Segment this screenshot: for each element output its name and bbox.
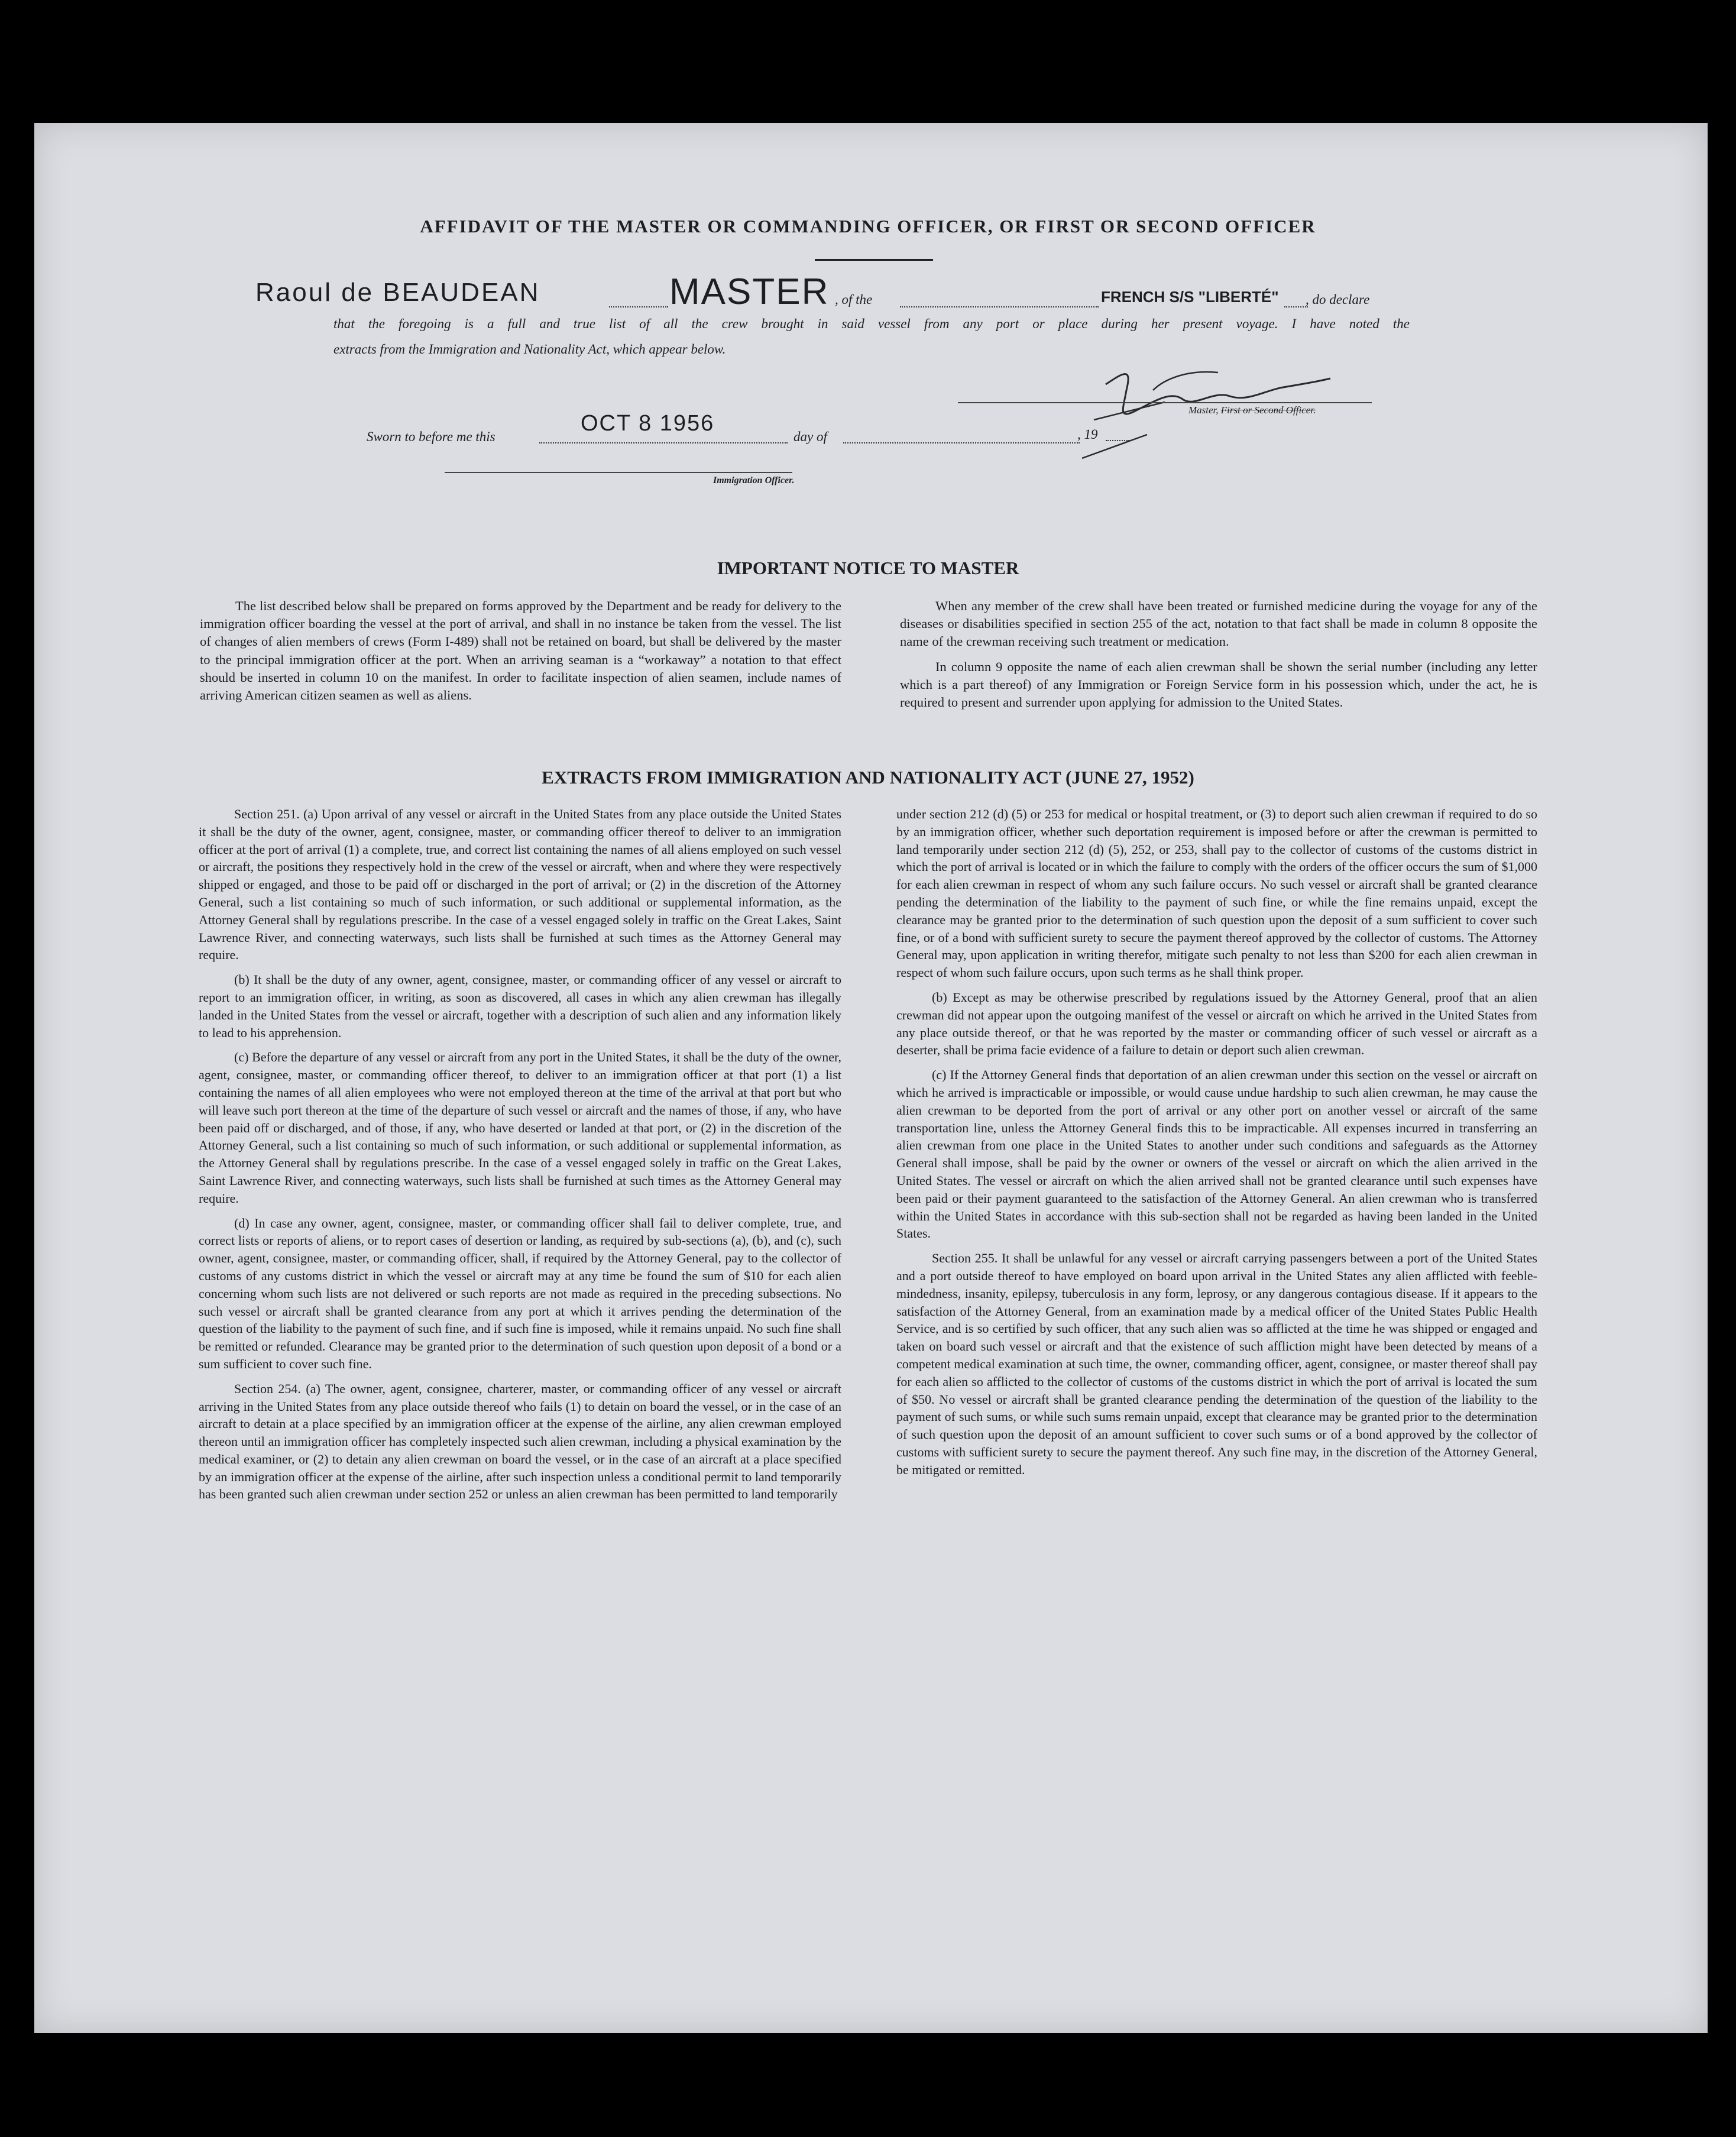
section-251-a: Section 251. (a) Upon arrival of any vessel or aircraft in the United States from any place outside the United States it shall be the duty of the owner, agent, consignee, master, or commanding officer thereof to deliver to an immigration officer at the port of arrival (1) a complete, true, and correct list containing the names of all aliens employed on such vessel or aircraft, the positions they respectively hold in the crew of the vessel or aircraft, when and where they were respectively shipped or engaged, and those to be paid off or discharged in the port of arrival; or (2) in the discretion of the Attorney General, such a list containing so much of such information, or such additional or supplemental information, as the Attorney General shall by regulations prescribe. In the case of a vessel engaged solely in traffic on the Great Lakes, Saint Lawrence River, and connecting waterways, such lists shall be furnished at such times as the Attorney General may require.	[199, 807, 841, 963]
notice-left-column	[200, 597, 841, 711]
section-251-d: (d) In case any owner, agent, consignee, master, or commanding officer shall fail to deliver complete, true, and correct lists or reports of aliens, or to report cases of desertion or landing, as required by sub-sections (a), (b), and (c), such owner, agent, consignee, master, or commanding officer, shall, if required by the Attorney General, pay to the collector of customs of any customs district in which the vessel or aircraft may at any time be found the sum of $10 for each alien concerning whom such lists are not delivered or such reports are not made as required in the preceding subsections. No such vessel or aircraft shall be granted clearance from any port at which it arrives pending the determination of the question of the liability to the payment of such fine, and if such fine is imposed, while it remains unpaid. No such fine shall be remitted or refunded. Clearance may be granted prior to the determination of such question upon deposit of a bond or a sum sufficient to cover such fine.	[199, 1215, 841, 1371]
section-254-c: (c) If the Attorney General finds that deportation of an alien crewman under this section on the vessel or aircraft on which he arrived is impracticable or impossible, or would cause undue hardship to such alien crewman, he may cause the alien crewman to be deported from the port of arrival or any other port on another vessel or aircraft of the same transportation line, unless the Attorney General finds this to be impracticable. All expenses incurred in transferring an alien crewman from one place in the United States to another under such conditions and safeguards as the Attorney General shall impose, shall be paid by the owner or owners of the vessel or aircraft on which the alien arrived in the United States. The vessel or aircraft on which the alien arrived shall not be granted clearance until such expenses have been paid or their payment guaranteed to the satisfaction of the Attorney General. An alien crewman who is transferred within the United States in accordance with this sub-section shall not be regarded as having been landed in the United States.	[896, 1067, 1537, 1241]
affidavit-title: AFFIDAVIT OF THE MASTER OR COMMANDING OFFICER, OR FIRST OR SECOND OFFICER	[420, 216, 1316, 237]
notice-left-paragraph: The list described below shall be prepared on forms approved by the Department and be ready for delivery to the immigration officer boarding the vessel at the port of arrival, and shall in no instance be taken from the vessel. The list of changes of alien members of crews (Form I-489) shall not be retained on board, but shall be delivered by the master to the principal immigration officer at the port. When an arriving seaman is a “workaway” a notation to that effect should be inserted in column 10 on the manifest. In order to facilitate inspection of alien seamen, include names of arriving American citizen seamen as well as aliens.	[200, 598, 841, 703]
month-line	[843, 442, 1080, 443]
vessel-line-tail	[1284, 306, 1308, 307]
section-255: Section 255. It shall be unlawful for any vessel or aircraft carrying passengers between a port of the United States and a port outside thereof to have employed on board upon arrival in the United States any alien afflicted with feeble-mindedness, insanity, epilepsy, tuberculosis in any form, leprosy, or any dangerous contagious disease. If it appears to the satisfaction of the Attorney General, from an examination made by a medical officer of the United States Public Health Service, and is so certified by such officer, that any such alien was so afflicted at the time he was shipped or engaged and taken on board such vessel or aircraft and that the existence of such affliction might have been detected by means of a competent medical examination at such time, the owner, commanding officer, agent, consignee, or master thereof shall pay for each alien so afflicted to the collector of customs of the customs district in which the port of arrival is located the sum of $50. No vessel or aircraft shall be granted clearance pending the determination of the question of the liability to the payment of such sums, or while such sums remain unpaid, except that clearance may be granted prior to the determination of such question upon the deposit of an amount sufficient to cover such sums or of a bond approved by the collector of customs with sufficient surety to secure the payment thereof. Any such fine may, in the discretion of the Attorney General, be mitigated or remitted.	[896, 1251, 1537, 1477]
of-the-text: , of the	[835, 292, 873, 307]
rank-label: MASTER	[669, 271, 830, 312]
notice-title: IMPORTANT NOTICE TO MASTER	[717, 558, 1019, 578]
notice-right-paragraph-2: In column 9 opposite the name of each alien crewman shall be shown the serial number (including any letter which is a part thereof) of any Immigration or Foreign Service form in his possession which, under the act, he is required to present and surrender upon applying for admission to the United States.	[900, 659, 1537, 710]
section-254-a-continued: under section 212 (d) (5) or 253 for medical or hospital treatment, or (3) to deport such alien crewman if required to do so by an immigration officer, whether such deportation requirement is imposed before or after the crewman is permitted to land temporarily under section 212 (d) (5), 252, or 253, shall pay to the collector of customs of the customs district in which the port of arrival is located or in which the failure to comply with the orders of the officer occurs the sum of $1,000 for each alien crewman in respect of whom any such failure occurs. No such vessel or aircraft shall be granted clearance pending the determination of the liability to the payment of such fine, or while the fine remains unpaid, except the clearance may be granted prior to the determination of such question upon the deposit of a sum sufficient to cover such fine, or of a bond with sufficient surety to secure the payment thereof approved by the collector of customs. The Attorney General may, upon application in writing therefor, mitigate such penalty to not less than $200 for each alien crewman in respect of whom such failure occurs, upon such terms as he shall think proper.	[896, 807, 1537, 980]
day-of-text: day of	[793, 429, 827, 444]
declaration-line-1: that the foregoing is a full and true list of all the crew brought in said vessel from any port or place during her present voyage. I have noted the	[333, 316, 1410, 331]
declaration-line-2: extracts from the Immigration and Nationality Act, which appear below.	[333, 342, 726, 357]
name-line	[609, 306, 668, 307]
notice-right-column	[900, 597, 1537, 718]
section-254-b: (b) Except as may be otherwise prescribed by regulations issued by the Attorney General, proof that an alien crewman did not appear upon the outgoing manifest of the vessel or aircraft on which he arrived in the United States from any place outside thereof, or that he was reported by the master or commanding officer of such vessel or aircraft as a deserter, shall be prima facie evidence of a failure to detain or deport such alien crewman.	[896, 989, 1537, 1058]
sworn-text: Sworn to before me this	[367, 429, 495, 444]
signature-line	[958, 402, 1372, 403]
struck-officer-caption: First or Second Officer.	[1220, 404, 1316, 416]
extracts-title: EXTRACTS FROM IMMIGRATION AND NATIONALITY ACT (JUNE 27, 1952)	[542, 767, 1194, 788]
title-underline	[815, 259, 933, 261]
section-254-a: Section 254. (a) The owner, agent, consignee, charterer, master, or commanding officer of any vessel or aircraft arriving in the United States from any place outside thereof who fails (1) to detain on board the vessel, or in the case of an aircraft to detain at a place specified by an immigration officer at the expense of the airline, any alien crewman employed thereon until an immigration officer has completely inspected such alien crewman, including a physical examination by the medical examiner, or (2) to detain any alien crewman on board the vessel, or in the case of an aircraft at a place specified by an immigration officer at the expense of the airline, after such inspection unless a conditional permit to land temporarily has been granted such alien crewman under section 252 or unless an alien crewman has been permitted to land temporarily	[199, 1381, 841, 1502]
master-caption: Master,	[1188, 404, 1219, 416]
section-251-c: (c) Before the departure of any vessel or aircraft from any port in the United States, it shall be the duty of the owner, agent, consignee, master, or commanding officer thereof, to deliver to an immigration officer at that port (1) a list containing the names of all alien employees who were not employed thereon at the time of the arrival at that port but who will leave such port thereon at the time of the departure of such vessel or aircraft and the names of those, if any, who have been paid off or discharged, and of those, if any, who have deserted or landed at that port, or (2) in the discretion of the Attorney General, such a list containing so much of such information, or such additional or supplemental information, as the Attorney General shall by regulations prescribe. In the case of a vessel engaged solely in traffic on the Great Lakes, Saint Lawrence River, and connecting waterways, such lists shall be furnished at such times as the Attorney General may require.	[199, 1050, 841, 1206]
master-name: Raoul de BEAUDEAN	[255, 278, 540, 307]
extracts-right-column	[896, 805, 1537, 1485]
vessel-name: FRENCH S/S "LIBERTÉ"	[1101, 288, 1279, 306]
do-declare-text: , do declare	[1306, 292, 1370, 307]
vessel-line-lead	[900, 306, 1099, 307]
officer-signature-line	[445, 472, 792, 473]
section-251-b: (b) It shall be the duty of any owner, agent, consignee, master, or commanding officer of any vessel or aircraft to report to an immigration officer, in writing, as soon as discovered, all cases in which any alien crewman has illegally landed in the United States from the vessel or aircraft, together with a description of such alien and any information likely to lead to his apprehension.	[199, 972, 841, 1040]
year-prefix: , 19	[1077, 427, 1098, 442]
signature-caption	[1188, 404, 1316, 416]
extracts-left-column	[199, 805, 841, 1510]
sworn-date-line	[539, 442, 788, 443]
officer-caption: Immigration Officer.	[713, 475, 795, 485]
year-line	[1106, 440, 1129, 441]
sworn-date: OCT 8 1956	[581, 411, 715, 436]
notice-right-paragraph-1: When any member of the crew shall have been treated or furnished medicine during the voyage for any of the diseases or disabilities specified in section 255 of the act, notation to that fact shall be made in column 8 opposite the name of the crewman receiving such treatment or medication.	[900, 598, 1537, 649]
